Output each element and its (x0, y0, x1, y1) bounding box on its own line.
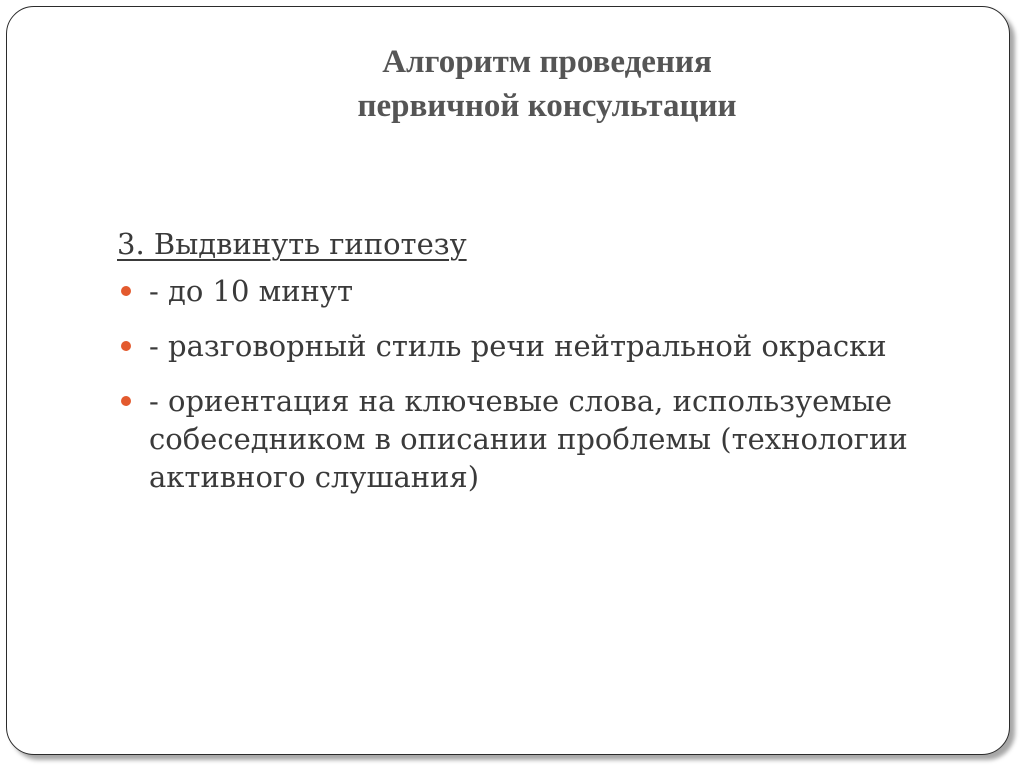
bullet-list (117, 272, 977, 496)
bullet-item (117, 272, 977, 310)
slide-title-line-1: Алгоритм проведения (382, 44, 712, 80)
slide-content (117, 222, 977, 513)
bullet-text: - ориентация на ключевые слова, используемые собеседником в описании проблемы (технологии активного слушания) (149, 384, 908, 494)
bullet-item (117, 382, 977, 496)
bullet-text: - до 10 минут (149, 274, 353, 308)
bullet-dot-icon (121, 286, 131, 296)
bullet-dot-icon (121, 341, 131, 351)
section-subheading: 3. Выдвинуть гипотезу (117, 227, 467, 261)
bullet-text: - разговорный стиль речи нейтральной окраски (149, 329, 887, 363)
bullet-dot-icon (121, 396, 131, 406)
slide-title-line-2: первичной консультации (357, 88, 737, 124)
bullet-item (117, 327, 977, 365)
slide-title (0, 40, 1024, 128)
